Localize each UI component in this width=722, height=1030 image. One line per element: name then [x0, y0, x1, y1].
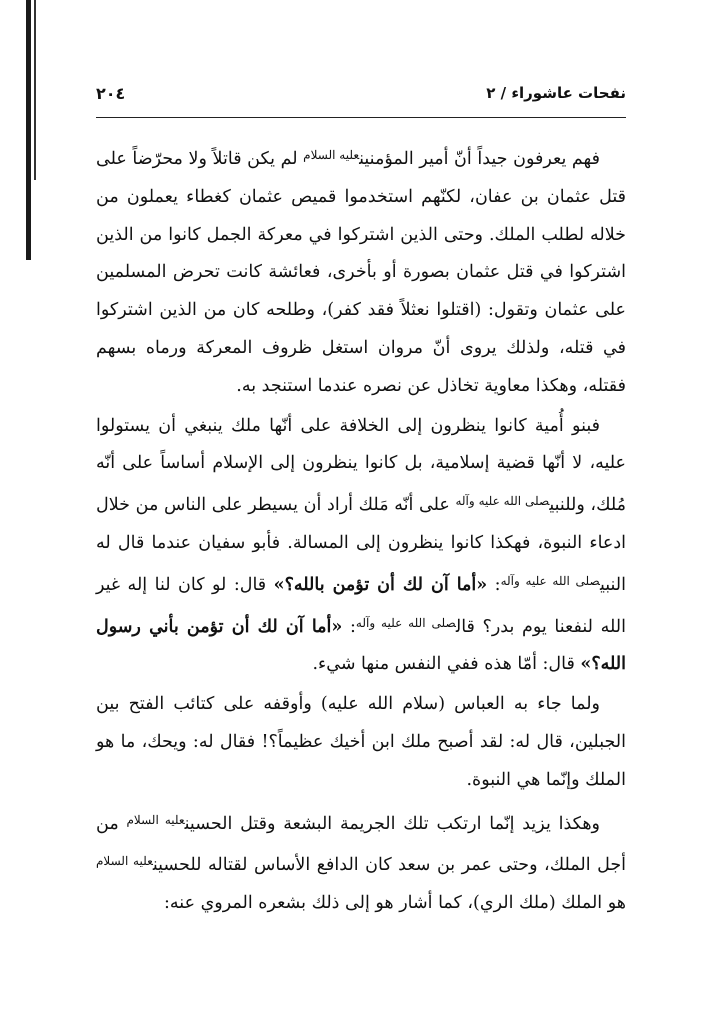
body-paragraph — [96, 686, 626, 799]
running-title: نفحات عاشوراء / ٢ — [486, 84, 626, 102]
text-run: وهكذا يزيد إنّما ارتكب تلك الجريمة البشعة وقتل الحسين — [184, 813, 601, 834]
text-run: : — [487, 574, 501, 595]
text-run: فهم يعرفون جيداً أنّ أمير المؤمنين — [359, 149, 600, 169]
text-run: ولما جاء به العباس (سلام الله عليه) وأوقفه على كتائب الفتح بين الجبلين، قال له: لقد أصبح ملك ابن أخيك عظيماً؟! فقال له: ويحك، ما هو الملك وإنّما هي النبوة. — [96, 694, 626, 790]
text-run: قال: لو كان لنا إله غير الله لنفعنا يوم بدر؟ قال — [96, 574, 626, 637]
text-run: من أجل الملك، وحتى عمر بن سعد كان الدافع الأساس لقتاله للحسين — [96, 813, 627, 876]
body-paragraph — [96, 137, 626, 406]
quotation: «أما آن لك أن تؤمن بالله؟» — [273, 574, 488, 595]
body-paragraph — [96, 408, 626, 685]
page-binding-shadow — [34, 0, 36, 180]
body-text — [96, 137, 626, 923]
page-header — [96, 78, 626, 108]
body-paragraph — [96, 802, 626, 923]
text-run: قال: أمّا هذه ففي النفس منها شيء. — [312, 654, 581, 675]
text-run: لم يكن قاتلاً ولا محرّضاً على قتل عثمان بن عفان، لكنّهم استخدموا قميص عثمان كغطاء يعملون من خلاله لطلب الملك. وحتى الذين اشتركوا في معركة الجمل كانوا من الذين اشتركوا في قتل عثمان بصورة أو بأخرى، فعائشة كانت تحرض المسلمين على عثمان وتقول: (اقتلوا نعثلاً فقد كفر)، وطلحه كان من الذين اشتركوا في قتله، ولذلك يروى أنّ مروان استغل ظروف المعركة ورماه بسهم فقتله، وهكذا معاوية تخاذل عن نصره عندما استنجد به. — [96, 149, 626, 396]
honorific: صلى الله عليه وآله — [500, 573, 600, 588]
text-run: : — [342, 616, 356, 637]
page-binding-edge — [26, 0, 31, 260]
text-run: هو الملك (ملك الري)، كما أشار هو إلى ذلك بشعره المروي عنه: — [164, 893, 626, 914]
honorific: عليه السلام — [96, 854, 153, 869]
page-number: ٢٠٤ — [96, 83, 126, 103]
honorific: عليه السلام — [126, 812, 185, 827]
header-rule — [96, 117, 626, 118]
quotation: «أما آن لك أن تؤمن بأني رسول الله؟» — [96, 616, 626, 675]
honorific: صلى الله عليه وآله — [455, 494, 550, 509]
text-run: فبنو أُمية كانوا ينظرون إلى الخلافة على أنّها ملك ينبغي أن يستولوا عليه، لا أنّها قضية إسلامية، بل كانوا ينظرون إلى الإسلام أساساً على أنّه مُلك، وللنبي — [96, 415, 626, 516]
honorific: عليه السلام — [303, 148, 360, 162]
honorific: صلى الله عليه وآله — [355, 615, 456, 630]
text-run: على أنّه مَلك أراد أن يسيطر على الناس من خلال ادعاء النبوة، فهكذا كانوا ينظرون إلى المسالة. فأبو سفيان عندما قال له النبي — [96, 495, 626, 595]
